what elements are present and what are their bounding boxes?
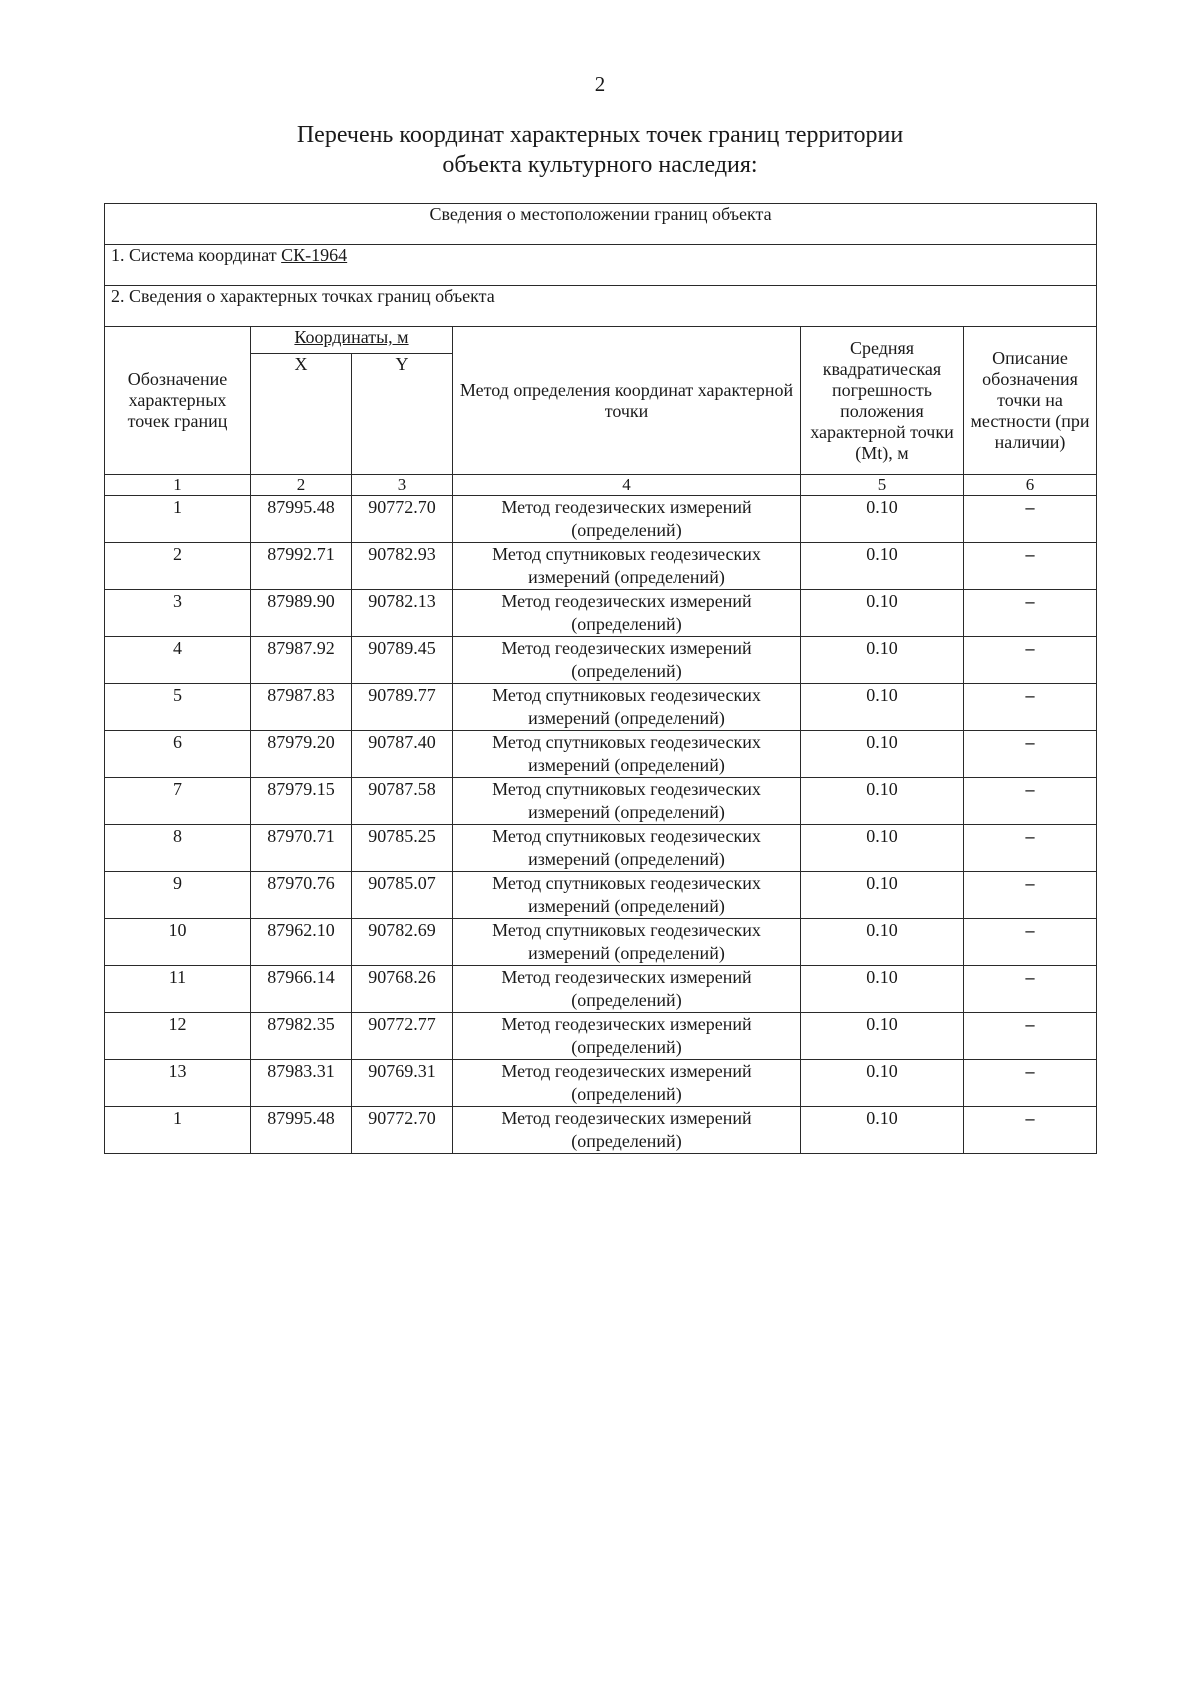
point-id-cell: 13 — [105, 1060, 251, 1107]
method-cell: Метод геодезических измерений (определений) — [453, 590, 801, 637]
y-coordinate-cell: 90785.07 — [352, 872, 453, 919]
method-cell: Метод геодезических измерений (определений) — [453, 1060, 801, 1107]
method-cell: Метод спутниковых геодезических измерений (определений) — [453, 872, 801, 919]
description-cell: – — [964, 731, 1097, 778]
error-cell: 0.10 — [801, 872, 964, 919]
point-id-cell: 8 — [105, 825, 251, 872]
page-number: 2 — [594, 72, 606, 96]
x-coordinate-cell: 87962.10 — [251, 919, 352, 966]
error-cell: 0.10 — [801, 1060, 964, 1107]
description-cell: – — [964, 684, 1097, 731]
y-coordinate-cell: 90789.77 — [352, 684, 453, 731]
method-cell: Метод геодезических измерений (определений) — [453, 1013, 801, 1060]
table-row — [105, 731, 1097, 778]
description-cell: – — [964, 1107, 1097, 1154]
description-cell: – — [964, 919, 1097, 966]
error-cell: 0.10 — [801, 543, 964, 590]
coordinate-system-row — [105, 245, 1097, 286]
coordinate-system-label: 1. Система координат — [111, 245, 282, 265]
x-coordinate-cell: 87970.76 — [251, 872, 352, 919]
x-coordinate-cell: 87992.71 — [251, 543, 352, 590]
error-cell: 0.10 — [801, 1013, 964, 1060]
table-row — [105, 966, 1097, 1013]
error-cell: 0.10 — [801, 919, 964, 966]
column-number: 6 — [964, 475, 1097, 496]
x-coordinate-cell: 87995.48 — [251, 496, 352, 543]
y-coordinate-cell: 90787.58 — [352, 778, 453, 825]
x-coordinate-cell: 87982.35 — [251, 1013, 352, 1060]
column-number: 5 — [801, 475, 964, 496]
point-id-cell: 10 — [105, 919, 251, 966]
point-id-cell: 7 — [105, 778, 251, 825]
description-cell: – — [964, 825, 1097, 872]
method-cell: Метод спутниковых геодезических измерений (определений) — [453, 825, 801, 872]
error-cell: 0.10 — [801, 496, 964, 543]
table-row — [105, 543, 1097, 590]
document-title-line-2: объекта культурного наследия: — [442, 152, 758, 178]
error-cell: 0.10 — [801, 966, 964, 1013]
table-row — [105, 1107, 1097, 1154]
x-coordinate-cell: 87966.14 — [251, 966, 352, 1013]
header-x: X — [251, 354, 352, 475]
x-coordinate-cell: 87995.48 — [251, 1107, 352, 1154]
error-cell: 0.10 — [801, 731, 964, 778]
error-cell: 0.10 — [801, 825, 964, 872]
header-method: Метод определения координат характерной точки — [453, 327, 801, 475]
coordinate-system-name: СК-1964 — [281, 245, 348, 265]
point-id-cell: 1 — [105, 496, 251, 543]
method-cell: Метод спутниковых геодезических измерений (определений) — [453, 731, 801, 778]
document-title-line-1: Перечень координат характерных точек границ территории — [296, 122, 904, 148]
x-coordinate-cell: 87987.92 — [251, 637, 352, 684]
points-section-header: 2. Сведения о характерных точках границ объекта — [105, 286, 1097, 327]
x-coordinate-cell: 87979.15 — [251, 778, 352, 825]
point-id-cell: 2 — [105, 543, 251, 590]
point-id-cell: 5 — [105, 684, 251, 731]
y-coordinate-cell: 90785.25 — [352, 825, 453, 872]
point-id-cell: 12 — [105, 1013, 251, 1060]
description-cell: – — [964, 966, 1097, 1013]
x-coordinate-cell: 87983.31 — [251, 1060, 352, 1107]
header-y: Y — [352, 354, 453, 475]
point-id-cell: 9 — [105, 872, 251, 919]
error-cell: 0.10 — [801, 778, 964, 825]
point-id-cell: 11 — [105, 966, 251, 1013]
table-row — [105, 1060, 1097, 1107]
y-coordinate-cell: 90789.45 — [352, 637, 453, 684]
table-row — [105, 1013, 1097, 1060]
header-description: Описание обозначения точки на местности (при наличии) — [964, 327, 1097, 475]
y-coordinate-cell: 90772.77 — [352, 1013, 453, 1060]
description-cell: – — [964, 1013, 1097, 1060]
x-coordinate-cell: 87987.83 — [251, 684, 352, 731]
y-coordinate-cell: 90787.40 — [352, 731, 453, 778]
error-cell: 0.10 — [801, 590, 964, 637]
header-point-designation: Обозначение характерных точек границ — [105, 327, 251, 475]
table-row — [105, 496, 1097, 543]
method-cell: Метод геодезических измерений (определений) — [453, 496, 801, 543]
table-row — [105, 637, 1097, 684]
description-cell: – — [964, 543, 1097, 590]
table-row — [105, 778, 1097, 825]
description-cell: – — [964, 637, 1097, 684]
y-coordinate-cell: 90772.70 — [352, 1107, 453, 1154]
y-coordinate-cell: 90782.93 — [352, 543, 453, 590]
x-coordinate-cell: 87979.20 — [251, 731, 352, 778]
description-cell: – — [964, 496, 1097, 543]
column-number: 1 — [105, 475, 251, 496]
y-coordinate-cell: 90772.70 — [352, 496, 453, 543]
method-cell: Метод спутниковых геодезических измерений (определений) — [453, 684, 801, 731]
column-number: 3 — [352, 475, 453, 496]
point-id-cell: 3 — [105, 590, 251, 637]
y-coordinate-cell: 90782.69 — [352, 919, 453, 966]
method-cell: Метод геодезических измерений (определений) — [453, 966, 801, 1013]
y-coordinate-cell: 90782.13 — [352, 590, 453, 637]
column-number: 4 — [453, 475, 801, 496]
location-section-header: Сведения о местоположении границ объекта — [105, 204, 1097, 245]
header-coordinates — [251, 327, 453, 354]
x-coordinate-cell: 87970.71 — [251, 825, 352, 872]
error-cell: 0.10 — [801, 637, 964, 684]
description-cell: – — [964, 872, 1097, 919]
boundary-coordinates-table — [104, 203, 1097, 1154]
header-error: Средняя квадратическая погрешность положения характерной точки (Mt), м — [801, 327, 964, 475]
method-cell: Метод спутниковых геодезических измерений (определений) — [453, 778, 801, 825]
x-coordinate-cell: 87989.90 — [251, 590, 352, 637]
error-cell: 0.10 — [801, 1107, 964, 1154]
y-coordinate-cell: 90768.26 — [352, 966, 453, 1013]
header-coordinates-label: Координаты, м — [294, 327, 409, 347]
method-cell: Метод геодезических измерений (определений) — [453, 637, 801, 684]
description-cell: – — [964, 778, 1097, 825]
error-cell: 0.10 — [801, 684, 964, 731]
method-cell: Метод геодезических измерений (определений) — [453, 1107, 801, 1154]
table-row — [105, 825, 1097, 872]
document-title — [0, 120, 1200, 180]
table-row — [105, 919, 1097, 966]
table-row — [105, 872, 1097, 919]
method-cell: Метод спутниковых геодезических измерений (определений) — [453, 919, 801, 966]
description-cell: – — [964, 1060, 1097, 1107]
y-coordinate-cell: 90769.31 — [352, 1060, 453, 1107]
method-cell: Метод спутниковых геодезических измерений (определений) — [453, 543, 801, 590]
column-number: 2 — [251, 475, 352, 496]
point-id-cell: 1 — [105, 1107, 251, 1154]
table-row — [105, 684, 1097, 731]
description-cell: – — [964, 590, 1097, 637]
point-id-cell: 6 — [105, 731, 251, 778]
table-row — [105, 590, 1097, 637]
point-id-cell: 4 — [105, 637, 251, 684]
